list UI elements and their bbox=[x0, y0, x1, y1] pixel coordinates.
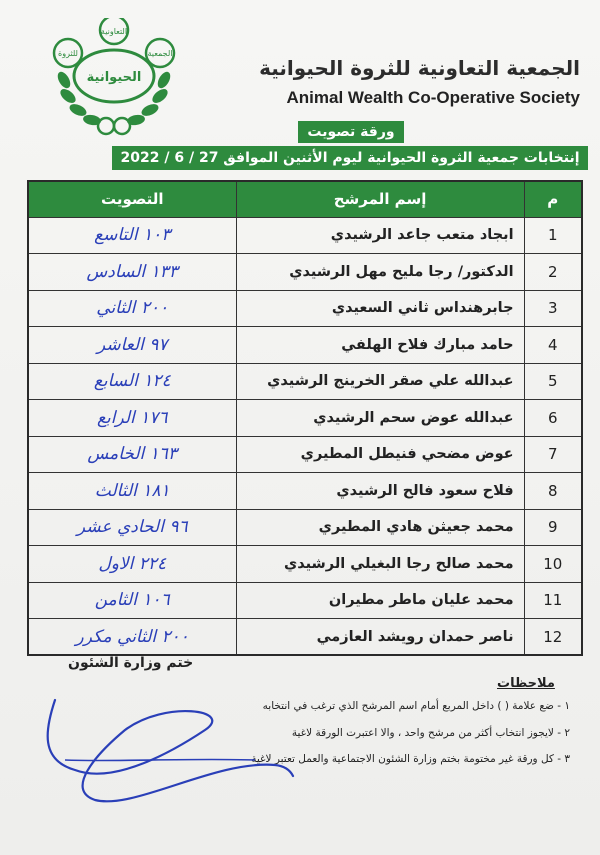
handwritten-vote: ٩٧ العاشر bbox=[96, 334, 168, 355]
header-candidate: إسم المرشح bbox=[236, 181, 524, 217]
vote-cell[interactable] bbox=[28, 400, 236, 437]
row-number: 5 bbox=[524, 363, 582, 400]
org-name-arabic: الجمعية التعاونية للثروة الحيوانية bbox=[259, 56, 580, 80]
handwritten-signature bbox=[35, 690, 300, 815]
notes-title: ملاحظات bbox=[497, 676, 555, 691]
table-row bbox=[28, 582, 582, 619]
row-number: 8 bbox=[524, 473, 582, 510]
table-row bbox=[28, 290, 582, 327]
ministry-stamp-label: ختم وزارة الشئون bbox=[68, 655, 194, 671]
table-row bbox=[28, 217, 582, 254]
candidate-name: عبدالله عوض سحم الرشيدي bbox=[236, 400, 524, 437]
vote-cell[interactable] bbox=[28, 619, 236, 656]
candidate-name: محمد عليان ماطر مطيران bbox=[236, 582, 524, 619]
candidate-name: جابرهنداس ثاني السعيدي bbox=[236, 290, 524, 327]
table-row bbox=[28, 546, 582, 583]
handwritten-vote: ١٦٣ الخامس bbox=[87, 444, 178, 465]
election-title: إنتخابات جمعية الثروة الحيوانية ليوم الأثنين الموافق 27 / 6 / 2022 bbox=[112, 146, 588, 170]
table-row bbox=[28, 473, 582, 510]
candidate-name: ناصر حمدان رويشد العازمي bbox=[236, 619, 524, 656]
table-row bbox=[28, 327, 582, 364]
society-logo-icon bbox=[48, 18, 180, 140]
row-number: 10 bbox=[524, 546, 582, 583]
table-row bbox=[28, 400, 582, 437]
row-number: 3 bbox=[524, 290, 582, 327]
table-row bbox=[28, 436, 582, 473]
vote-cell[interactable] bbox=[28, 363, 236, 400]
handwritten-vote: ١٣٣ السادس bbox=[86, 261, 178, 282]
handwritten-vote: ٢٠٠ الثاني مكرر bbox=[75, 626, 189, 647]
vote-cell[interactable] bbox=[28, 327, 236, 364]
candidate-name: محمد جعيثن هادي المطيري bbox=[236, 509, 524, 546]
table-row bbox=[28, 363, 582, 400]
table-row bbox=[28, 619, 582, 656]
vote-cell[interactable] bbox=[28, 254, 236, 291]
table-header-row bbox=[28, 181, 582, 217]
handwritten-vote: ٩٦ الحادي عشر bbox=[76, 517, 188, 538]
handwritten-vote: ١٨١ الثالث bbox=[94, 480, 170, 501]
row-number: 12 bbox=[524, 619, 582, 656]
logo-text-right: الجمعية bbox=[147, 49, 173, 58]
org-name-english: Animal Wealth Co-Operative Society bbox=[286, 88, 580, 107]
row-number: 1 bbox=[524, 217, 582, 254]
vote-cell[interactable] bbox=[28, 290, 236, 327]
vote-cell[interactable] bbox=[28, 509, 236, 546]
ballot-title: ورقة تصويت bbox=[298, 121, 404, 143]
vote-cell[interactable] bbox=[28, 546, 236, 583]
header-number: م bbox=[524, 181, 582, 217]
row-number: 2 bbox=[524, 254, 582, 291]
candidate-name: عوض مضحي فنيطل المطيري bbox=[236, 436, 524, 473]
header-vote: التصويت bbox=[28, 181, 236, 217]
vote-cell[interactable] bbox=[28, 582, 236, 619]
row-number: 6 bbox=[524, 400, 582, 437]
candidate-name: فلاح سعود فالح الرشيدي bbox=[236, 473, 524, 510]
handwritten-vote: ١٢٤ السابع bbox=[93, 371, 171, 392]
vote-cell[interactable] bbox=[28, 473, 236, 510]
handwritten-vote: ٢٠٠ الثاني bbox=[96, 298, 169, 319]
handwritten-vote: ١٧٦ الرابع bbox=[96, 407, 168, 428]
logo-text-center: الحيوانية bbox=[86, 70, 142, 85]
candidate-name: عبدالله علي صقر الخرينج الرشيدي bbox=[236, 363, 524, 400]
vote-cell[interactable] bbox=[28, 436, 236, 473]
note-1: ١ - ضع علامة ( ) داخل المربع أمام اسم المرشح الذي ترغب في انتخابه bbox=[262, 700, 570, 712]
handwritten-vote: ٢٢٤ الاول bbox=[98, 553, 167, 574]
handwritten-vote: ١٠٣ التاسع bbox=[94, 225, 171, 246]
candidate-name: الدكتور/ رجا مليح مهل الرشيدي bbox=[236, 254, 524, 291]
row-number: 4 bbox=[524, 327, 582, 364]
row-number: 7 bbox=[524, 436, 582, 473]
logo-text-top: التعاونية bbox=[100, 27, 128, 36]
handwritten-vote: ١٠٦ الثامن bbox=[94, 590, 170, 611]
candidate-name: محمد صالح رجا البغيلي الرشيدي bbox=[236, 546, 524, 583]
note-2: ٢ - لايجوز انتخاب أكثر من مرشح واحد ، والا اعتبرت الورقة لاغية bbox=[291, 727, 570, 739]
candidate-name: ابجاد متعب جاعد الرشيدي bbox=[236, 217, 524, 254]
row-number: 9 bbox=[524, 509, 582, 546]
candidates-table bbox=[27, 180, 583, 656]
vote-cell[interactable] bbox=[28, 217, 236, 254]
table-row bbox=[28, 509, 582, 546]
candidate-name: حامد مبارك فلاح الهلفي bbox=[236, 327, 524, 364]
logo-text-left: للثروة bbox=[58, 49, 78, 58]
row-number: 11 bbox=[524, 582, 582, 619]
note-3: ٣ - كل ورقة غير مختومة بختم وزارة الشئون الاجتماعية والعمل تعتبر لاغية bbox=[251, 753, 570, 765]
table-row bbox=[28, 254, 582, 291]
